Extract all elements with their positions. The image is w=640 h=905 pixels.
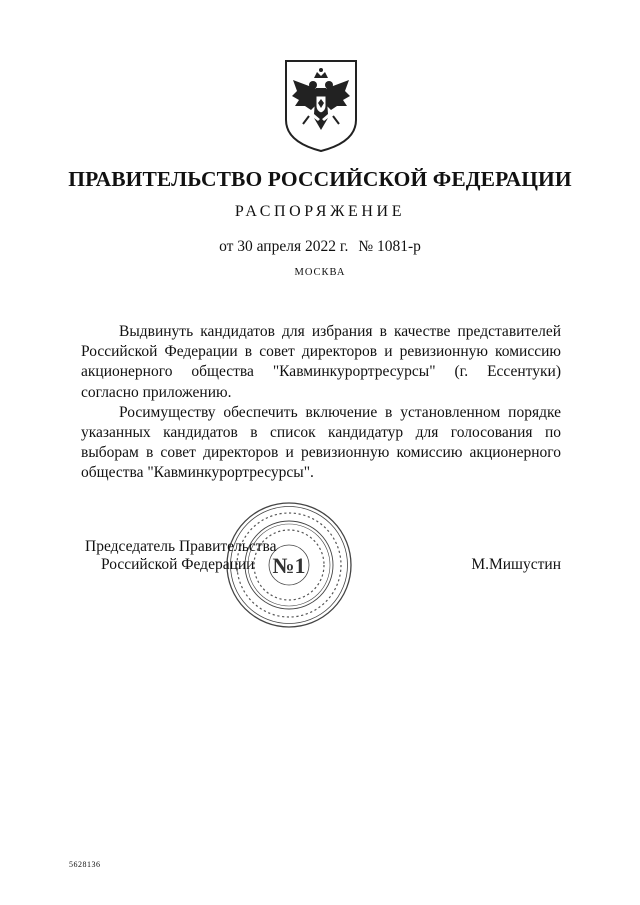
seal-number: №1 <box>272 553 306 578</box>
document-type: РАСПОРЯЖЕНИЕ <box>234 203 406 220</box>
document-date: от 30 апреля 2022 г. <box>219 238 349 255</box>
signatory-position-line2: Российской Федерации <box>101 556 255 573</box>
signatory-name: М.Мишустин <box>471 556 561 573</box>
document-code: 5628136 <box>69 860 101 869</box>
document-body <box>81 322 561 484</box>
organization-title: ПРАВИТЕЛЬСТВО РОССИЙСКОЙ ФЕДЕРАЦИИ <box>68 167 572 191</box>
coat-of-arms-icon <box>283 58 359 153</box>
document-date-line <box>0 238 640 256</box>
document-city: МОСКВА <box>294 267 346 278</box>
signatory-position-line1: Председатель Правительства <box>85 538 277 555</box>
document-number: № 1081-р <box>358 238 421 255</box>
body-paragraph: Росимуществу обеспечить включение в установленном порядке указанных кандидатов в список кандидатур для голосования по выборам в совет директоров и ревизионную комиссию акционерного общества "Кавминкурортресурсы". <box>81 403 561 482</box>
body-paragraph: Выдвинуть кандидатов для избрания в качестве представителей Российской Федерации в совет директоров и ревизионную комиссию акционерного общества "Кавминкурортресурсы" (г. Ессентуки) согласно приложению. <box>81 323 561 401</box>
